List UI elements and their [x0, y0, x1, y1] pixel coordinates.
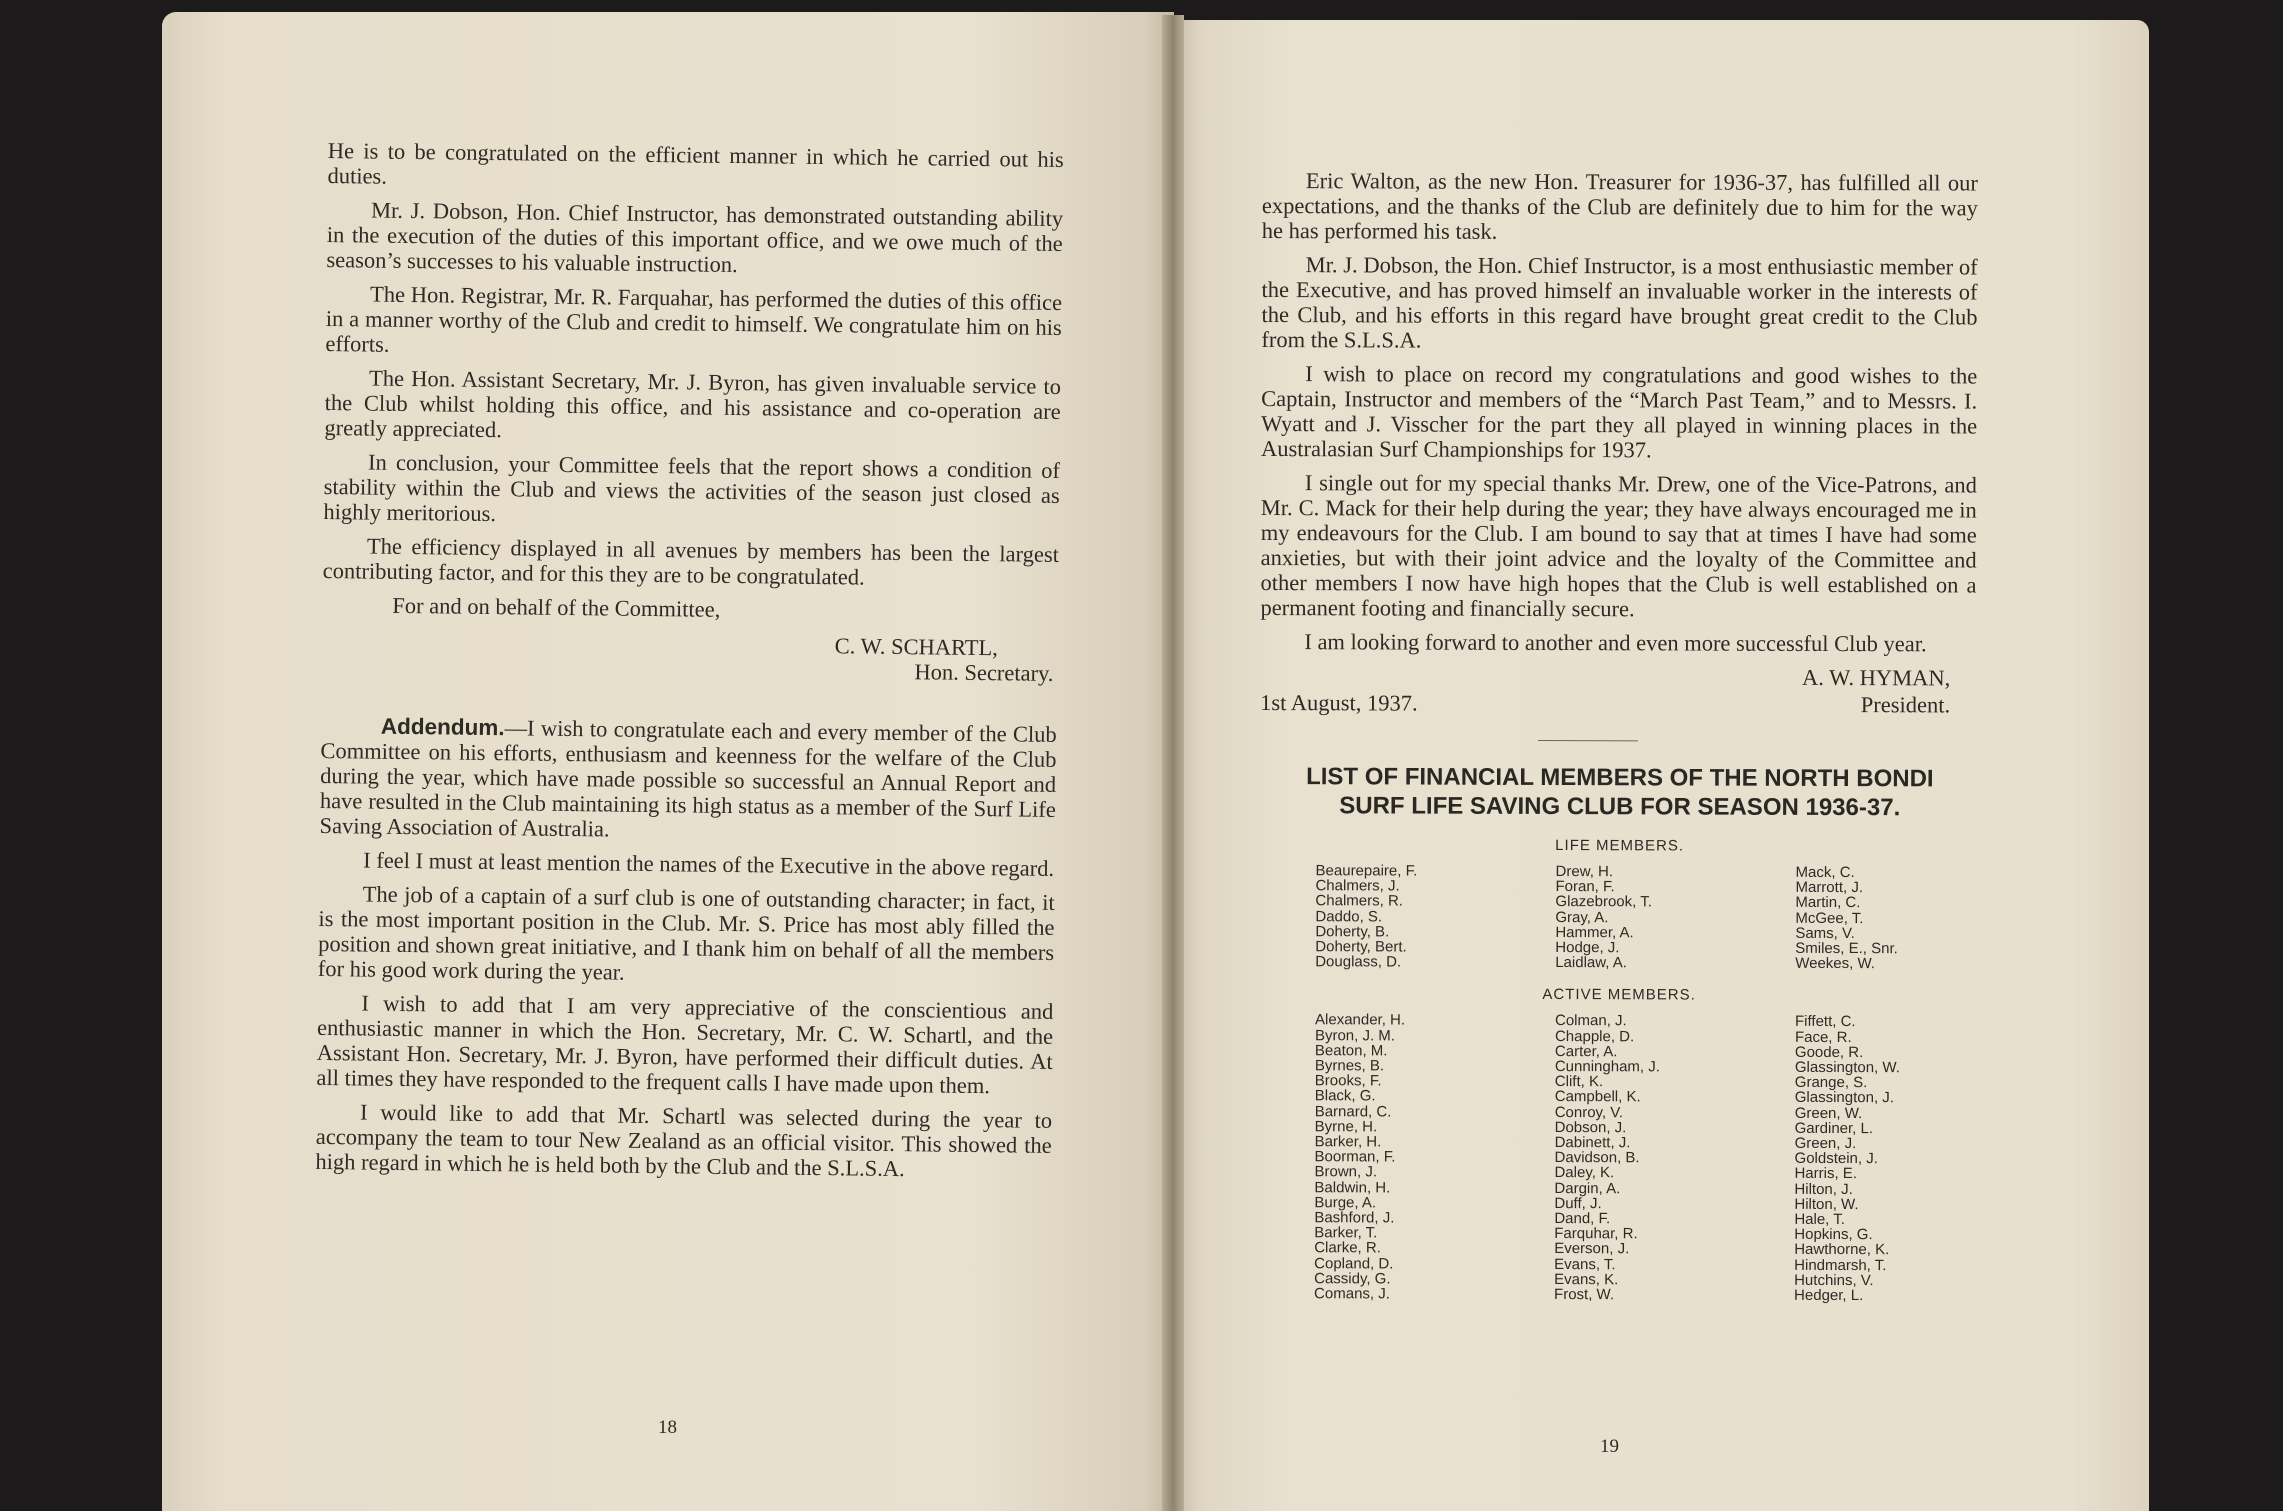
addendum-paragraph: I wish to add that I am very appreciative of the conscientious and enthusiastic manner in which the Hon. Secretary, Mr. C. W. Schartl, and the Assistant Hon. Secretary, Mr. J. Byron, have performed their difficult duties. At all times they have responded to the frequent calls I have made upon them. [316, 990, 1054, 1099]
right-paragraph: Eric Walton, as the new Hon. Treasurer for 1936-37, has fulfilled all our expectations, and the thanks of the Club are definitely due to him for the way he has performed his task. [1261, 168, 1978, 244]
member-name: Hilton, W. [1794, 1195, 1859, 1213]
member-name: Dobson, J. [1554, 1118, 1627, 1137]
active-members-heading: ACTIVE MEMBERS. [1542, 986, 1696, 1004]
member-name: Hawthorne, K. [1794, 1241, 1890, 1259]
member-name: Byrne, H. [1314, 1118, 1378, 1136]
member-name: Everson, J. [1554, 1240, 1630, 1258]
addendum-label: Addendum. [380, 713, 505, 741]
member-name: Sams, V. [1795, 924, 1855, 942]
member-name: Hale, T. [1794, 1210, 1845, 1229]
right-paragraph: I single out for my special thanks Mr. Drew, one of the Vice-Patrons, and Mr. C. Mack for their help during the year; they have always encouraged me in my endeavours for the Club. I am bound to say that at times I have had some anxieties, but with their joint advice and the loyalty of the Committee and other members I now have high hopes that the Club is well established on a permanent footing and financially secure. [1260, 470, 1977, 622]
member-name: Goldstein, J. [1794, 1150, 1878, 1168]
member-name: Hedger, L. [1794, 1286, 1864, 1305]
member-name: Goode, R. [1794, 1043, 1864, 1061]
member-name: Fiffett, C. [1794, 1013, 1856, 1031]
member-name: Cunningham, J. [1554, 1058, 1660, 1076]
member-name: Beaurepaire, F. [1315, 862, 1418, 880]
member-name: Gardiner, L. [1794, 1119, 1874, 1137]
member-list-title-line: SURF LIFE SAVING CLUB FOR SEASON 1936-37. [1339, 792, 1901, 822]
left-paragraph: The Hon. Assistant Secretary, Mr. J. Byron, has given invaluable service to the Club whilst holding this office, and his assistance and co-operation are greatly appreciated. [324, 365, 1062, 443]
secretary-signature-name: C. W. SCHARTL, [834, 633, 998, 661]
member-name: Doherty, B. [1315, 923, 1390, 941]
addendum-paragraph: I would like to add that Mr. Schartl was selected during the year to accompany the team to tour New Zealand as an official visitor. This showed the high regard in which he is held both by the Club and the S.L.S.A. [315, 1099, 1053, 1182]
right-page-text [1258, 168, 1978, 1304]
member-name: Chapple, D. [1554, 1027, 1635, 1045]
member-name: Copland, D. [1314, 1254, 1394, 1273]
member-name: Baldwin, H. [1314, 1178, 1391, 1197]
member-name: Comans, J. [1314, 1285, 1390, 1303]
member-name: Laidlaw, A. [1555, 954, 1627, 972]
member-name: Clift, K. [1554, 1073, 1604, 1091]
member-name: Grange, S. [1794, 1074, 1868, 1092]
member-name: Evans, T. [1554, 1255, 1616, 1273]
member-list-title-line: LIST OF FINANCIAL MEMBERS OF THE NORTH BONDI [1306, 763, 1934, 793]
left-paragraph: Mr. J. Dobson, Hon. Chief Instructor, has demonstrated outstanding ability in the execution of the duties of this important office, and we owe much of the season’s successes to his valuable instruction. [326, 197, 1064, 278]
member-name: Bashford, J. [1314, 1209, 1395, 1227]
member-name: Green, W. [1794, 1104, 1863, 1122]
president-signature-name: A. W. HYMAN, [1802, 664, 1951, 691]
member-name: Clarke, R. [1314, 1239, 1381, 1257]
member-name: Duff, J. [1554, 1194, 1602, 1213]
addendum-paragraph [319, 713, 1056, 847]
book-gutter [1162, 15, 1184, 1511]
member-name: Campbell, K. [1554, 1088, 1641, 1106]
letter-date: 1st August, 1937. [1260, 689, 1418, 716]
member-name: Dand, F. [1554, 1210, 1611, 1228]
member-name: Chalmers, R. [1315, 892, 1404, 910]
addendum-paragraph: I feel I must at least mention the names of the Executive in the above regard. [363, 847, 1055, 881]
member-name: Evans, K. [1554, 1270, 1619, 1289]
member-name: Farquhar, R. [1554, 1225, 1638, 1243]
member-name: Colman, J. [1554, 1012, 1627, 1030]
left-paragraph: The efficiency displayed in all avenues by members has been the largest contributing factor, and for this they are to be congratulated. [322, 533, 1060, 590]
member-name: Glassington, J. [1794, 1089, 1895, 1107]
member-name: Marrott, J. [1795, 879, 1864, 897]
member-name: Foran, F. [1555, 878, 1615, 896]
member-name: Hilton, J. [1794, 1180, 1853, 1198]
member-name: Dabinett, J. [1554, 1134, 1631, 1152]
member-name: Hutchins, V. [1794, 1271, 1874, 1290]
member-name: Burge, A. [1314, 1194, 1377, 1212]
member-name: Black, G. [1314, 1087, 1376, 1105]
member-name: Dargin, A. [1554, 1179, 1621, 1197]
member-name: Hindmarsh, T. [1794, 1256, 1887, 1274]
member-name: Hodge, J. [1555, 939, 1620, 957]
member-name: Gray, A. [1555, 908, 1609, 926]
member-name: Barnard, C. [1314, 1102, 1392, 1121]
member-column [1314, 1013, 1555, 1303]
member-name: Martin, C. [1795, 894, 1861, 912]
member-name: Chalmers, J. [1315, 877, 1400, 895]
member-name: Douglass, D. [1315, 953, 1402, 971]
member-name: Doherty, Bert. [1315, 938, 1407, 956]
right-paragraph: I wish to place on record my congratulations and good wishes to the Captain, Instructor and members of the “March Past Team,” and to Messrs. I. Wyatt and J. Visscher for the part they all played in winning places in the Australasian Surf Championships for 1937. [1260, 361, 1978, 463]
member-name: Hopkins, G. [1794, 1226, 1873, 1244]
member-name: Face, R. [1794, 1028, 1852, 1046]
member-list-title [1240, 762, 2000, 823]
member-name: Beaton, M. [1314, 1042, 1388, 1060]
active-members-grid [1314, 1013, 2015, 1304]
member-name: Byron, J. M. [1314, 1026, 1396, 1045]
member-column [1554, 1013, 1795, 1303]
member-column [1315, 863, 1555, 970]
member-name: Davidson, B. [1554, 1149, 1640, 1167]
left-page-number: 18 [658, 1417, 677, 1438]
member-name: Boorman, F. [1314, 1148, 1396, 1166]
member-name: Alexander, H. [1314, 1011, 1406, 1029]
member-name: Byrnes, B. [1314, 1057, 1385, 1075]
member-name: Cassidy, G. [1314, 1270, 1391, 1288]
member-name: Weekes, W. [1795, 955, 1876, 973]
member-name: Carter, A. [1554, 1042, 1618, 1061]
member-name: Drew, H. [1555, 863, 1614, 881]
president-signature-title: President. [1860, 692, 1951, 718]
member-name: McGee, T. [1795, 909, 1864, 927]
left-paragraph: The Hon. Registrar, Mr. R. Farquahar, has performed the duties of this office in a manner worthy of the Club and credit to himself. We congratulate him on his efforts. [325, 281, 1063, 357]
right-paragraph: Mr. J. Dobson, the Hon. Chief Instructor, is a most enthusiastic member of the Executive, and has proved himself an invaluable worker in the interests of the Club, and his efforts in this regard have brought great credit to the Club from the S.L.S.A. [1261, 252, 1978, 353]
addendum-text: —I wish to congratulate each and every member of the Club Committee on his efforts, enthusiasm and keenness for the welfare of the Club during the year, which have made possible so successful an Annual Report and have resulted in the Club maintaining its high status as a member of the Surf Life Saving Association of Australia. [319, 715, 1057, 842]
member-name: Conroy, V. [1554, 1103, 1624, 1121]
member-column [1794, 1014, 2015, 1304]
member-name: Mack, C. [1795, 863, 1855, 882]
addendum-paragraph: The job of a captain of a surf club is one of outstanding character; in fact, it is the most important position in the Club. Mr. S. Price has most ably filled the position and shown great initiative, and I thank him on behalf of all the members for his good work during the year. [317, 881, 1055, 985]
committee-line: For and on behalf of the Committee, [392, 592, 721, 622]
member-name: Barker, T. [1314, 1224, 1378, 1242]
left-page-text [315, 138, 1064, 1192]
member-name: Frost, W. [1554, 1286, 1615, 1304]
left-paragraph: He is to be congratulated on the efficient manner in which he carried out his duties. [327, 138, 1064, 189]
life-members-grid [1315, 863, 2015, 972]
secretary-signature-title: Hon. Secretary. [914, 659, 1054, 686]
left-paragraph: In conclusion, your Committee feels that the report shows a condition of stability within the Club and views the activities of the season just closed as highly meritorious. [323, 449, 1061, 527]
member-name: Daley, K. [1554, 1164, 1615, 1182]
member-name: Daddo, S. [1315, 907, 1383, 926]
date-signature-row [1260, 690, 1976, 717]
member-name: Glassington, W. [1794, 1058, 1900, 1077]
right-paragraph: I am looking forward to another and even more successful Club year. [1304, 629, 1927, 657]
member-name: Brown, J. [1314, 1163, 1378, 1181]
member-column [1795, 865, 2015, 972]
section-divider [1538, 740, 1638, 741]
member-name: Green, J. [1794, 1134, 1857, 1153]
member-name: Barker, H. [1314, 1133, 1382, 1151]
member-column [1555, 864, 1795, 971]
right-page-number: 19 [1600, 1436, 1619, 1457]
member-name: Glazebrook, T. [1555, 893, 1652, 911]
life-members-heading: LIFE MEMBERS. [1555, 837, 1685, 855]
member-name: Smiles, E., Snr. [1795, 939, 1898, 958]
member-name: Hammer, A. [1555, 923, 1634, 942]
member-name: Harris, E. [1794, 1165, 1858, 1183]
member-name: Brooks, F. [1314, 1072, 1382, 1090]
